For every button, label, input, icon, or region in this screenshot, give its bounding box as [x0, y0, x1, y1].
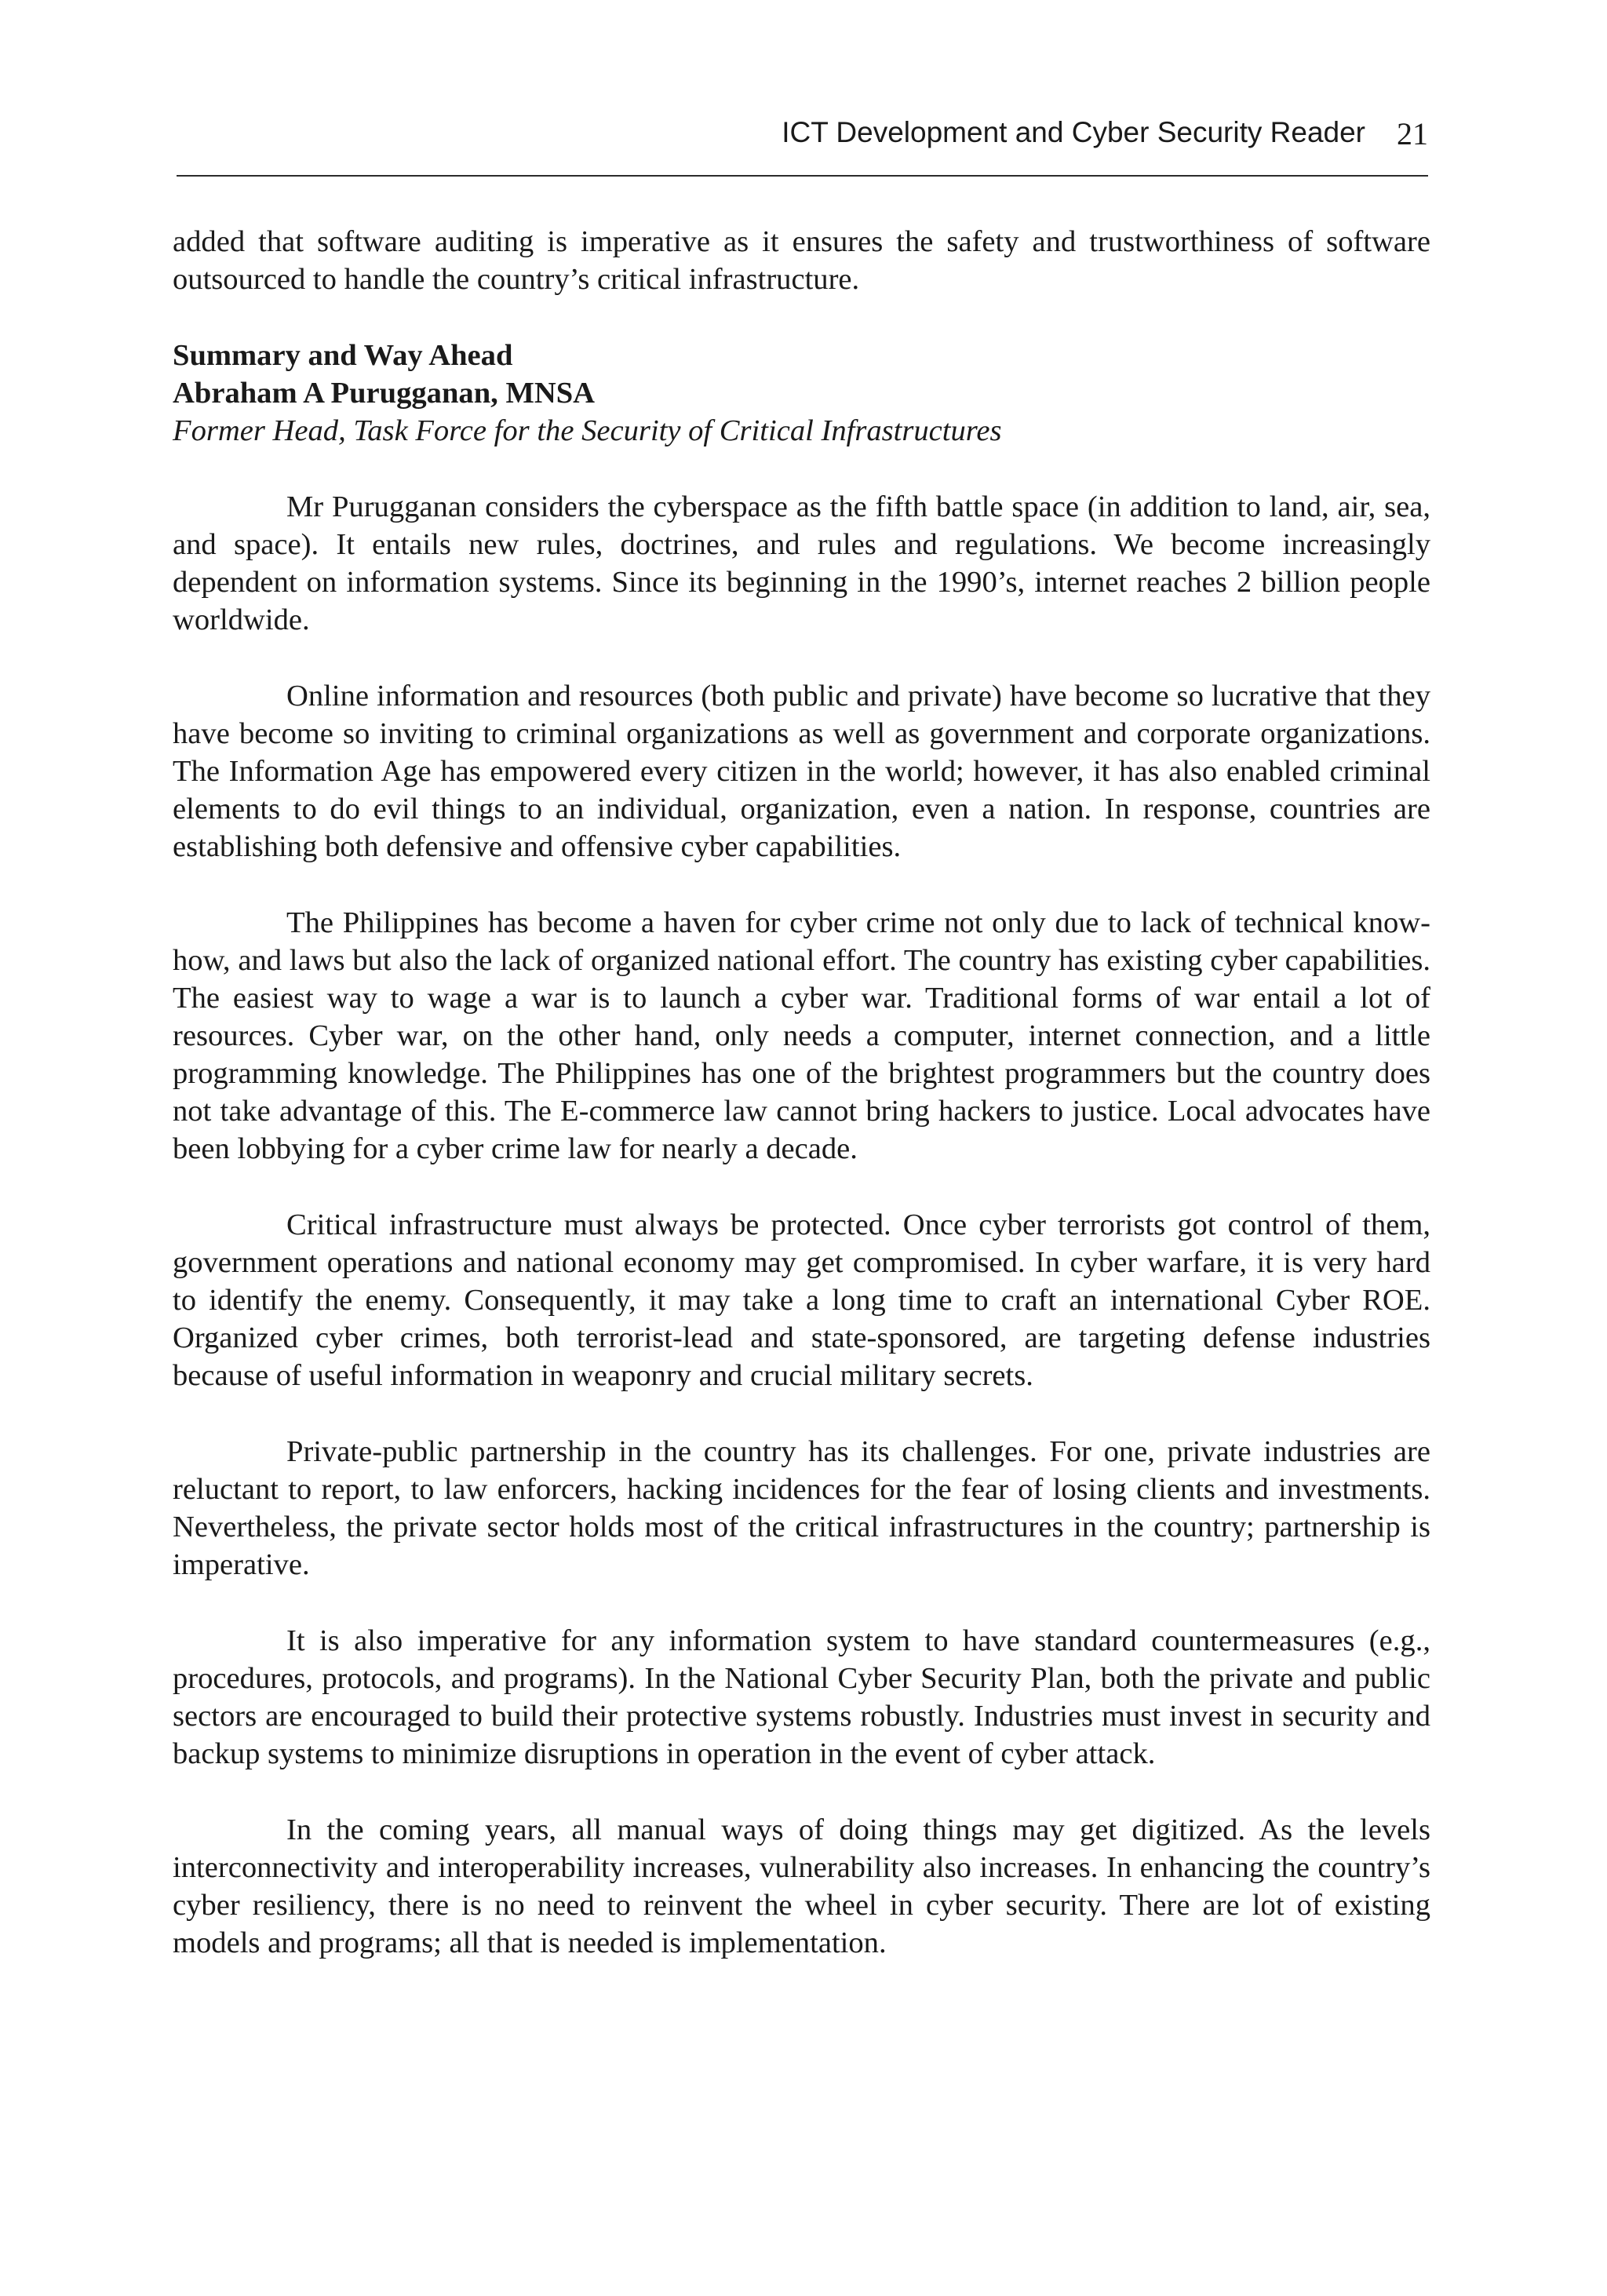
page-number: 21: [1397, 116, 1428, 151]
body-paragraph: Online information and resources (both public and private) have become so lucrative that they have become so inviting to criminal organizations as well as government and corporate organizations. The Information Age has empowered every citizen in the world; however, it has also enabled criminal elements to do evil things to an individual, organization, even a nation. In response, countries are establishing both defensive and offensive cyber capabilities.: [173, 680, 1430, 863]
running-title: ICT Development and Cyber Security Reader: [782, 116, 1365, 148]
body-paragraph: In the coming years, all manual ways of doing things may get digitized. As the levels interconnectivity and interoperability increases, vulnerability also increases. In enhancing the country’s cyber resiliency, there is no need to reinvent the wheel in cyber security. There are lot of existing models and programs; all that is needed is implementation.: [173, 1813, 1430, 1959]
section-author: Abraham A Purugganan, MNSA: [173, 377, 596, 410]
body-paragraph: Critical infrastructure must always be protected. Once cyber terrorists got control of them, government operations and national economy may get compromised. In cyber warfare, it is very hard to identify the enemy. Consequently, it may take a long time to craft an international Cyber ROE. Organized cyber crimes, both terrorist-lead and state-sponsored, are targeting defense industries because of useful information in weaponry and crucial military secrets.: [173, 1208, 1430, 1392]
section-heading: [173, 337, 1430, 450]
body-paragraph: Private-public partnership in the country has its challenges. For one, private industries are reluctant to report, to law enforcers, hacking incidences for the fear of losing clients and investments. Nevertheless, the private sector holds most of the critical infrastructures in the country; partnership is imperative.: [173, 1435, 1430, 1581]
body-paragraph: Mr Purugganan considers the cyberspace as the fifth battle space (in addition to land, air, sea, and space). It entails new rules, doctrines, and rules and regulations. We become increasingly dependent on information systems. Since its beginning in the 1990’s, internet reaches 2 billion people worldwide.: [173, 490, 1430, 636]
section-title: Summary and Way Ahead: [173, 339, 513, 372]
intro-paragraph: added that software auditing is imperative as it ensures the safety and trustworthiness of software outsourced to handle the country’s critical infrastructure.: [173, 225, 1430, 296]
page-body: [173, 223, 1430, 1962]
body-paragraph: The Philippines has become a haven for cyber crime not only due to lack of technical know-how, and laws but also the lack of organized national effort. The country has existing cyber capabilities. The easiest way to wage a war is to launch a cyber war. Traditional forms of war entail a lot of resources. Cyber war, on the other hand, only needs a computer, internet connection, and a little programming knowledge. The Philippines has one of the brightest programmers but the country does not take advantage of this. The E-commerce law cannot bring hackers to justice. Local advocates have been lobbying for a cyber crime law for nearly a decade.: [173, 906, 1430, 1165]
section-author-role: Former Head, Task Force for the Security of Critical Infrastructures: [173, 414, 1002, 447]
page-header: [177, 114, 1428, 177]
body-paragraph: It is also imperative for any information system to have standard countermeasures (e.g., procedures, protocols, and programs). In the National Cyber Security Plan, both the private and public sectors are encouraged to build their protective systems robustly. Industries must invest in security and backup systems to minimize disruptions in operation in the event of cyber attack.: [173, 1624, 1430, 1770]
